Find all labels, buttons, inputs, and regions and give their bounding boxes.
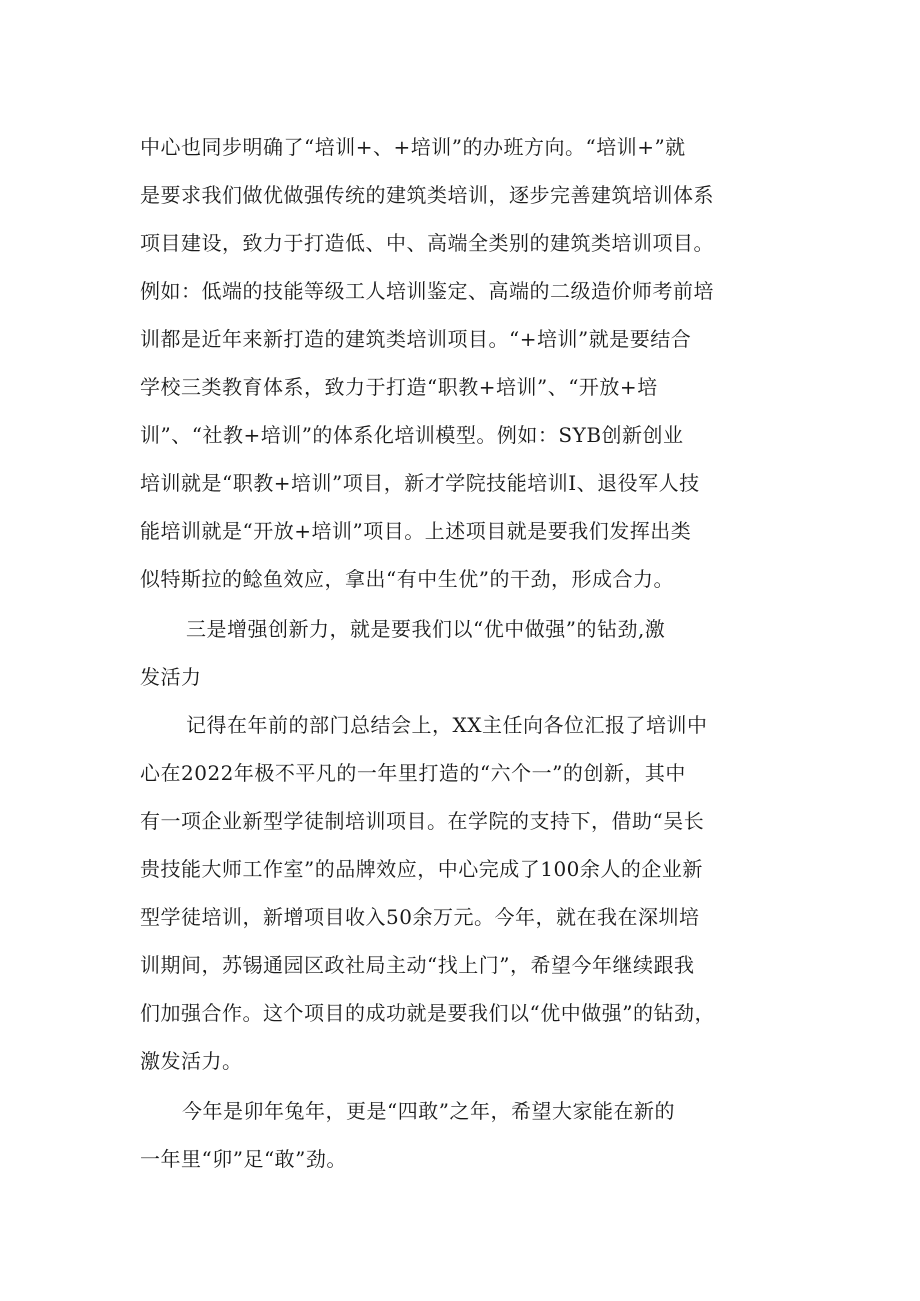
text-line: 记得在年前的部门总结会上，XX主任向各位汇报了培训中 <box>186 713 708 737</box>
text-line: 例如：低端的技能等级工人培训鉴定、高端的二级造价师考前培 <box>140 279 714 303</box>
text-line: 心在2022年极不平凡的一年里打造的“六个一”的创新，其中 <box>140 761 686 785</box>
text-line: 似特斯拉的鲶鱼效应，拿出“有中生优”的干劲，形成合力。 <box>140 567 674 591</box>
section-heading-line: 发活力 <box>140 665 202 689</box>
text-line: 训”、“社教+培训”的体系化培训模型。例如：SYB创新创业 <box>140 423 684 447</box>
text-line: 贵技能大师工作室”的品牌效应，中心完成了100余人的企业新 <box>140 857 703 881</box>
text-line: 是要求我们做优做强传统的建筑类培训，逐步完善建筑培训体系 <box>140 183 714 207</box>
text-line: 训期间，苏锡通园区政社局主动“找上门”，希望今年继续跟我 <box>140 953 695 977</box>
text-line: 有一项企业新型学徒制培训项目。在学院的支持下，借助“吴长 <box>140 809 705 833</box>
text-line: 激发活力。 <box>140 1049 243 1073</box>
text-line: 今年是卯年兔年，更是“四敢”之年，希望大家能在新的 <box>182 1099 675 1123</box>
text-line: 们加强合作。这个项目的成功就是要我们以“优中做强”的钻劲， <box>140 1001 715 1025</box>
text-line: 能培训就是“开放+培训”项目。上述项目就是要我们发挥出类 <box>140 519 692 543</box>
text-line: 学校三类教育体系，致力于打造“职教+培训”、“开放+培 <box>140 375 658 399</box>
text-line: 一年里“卯”足“敢”劲。 <box>140 1147 347 1171</box>
text-line: 项目建设，致力于打造低、中、高端全类别的建筑类培训项目。 <box>140 231 714 255</box>
text-line: 培训就是“职教+培训”项目，新才学院技能培训I、退役军人技 <box>140 471 700 495</box>
text-line: 训都是近年来新打造的建筑类培训项目。“+培训”就是要结合 <box>140 327 692 351</box>
section-heading-line: 三是增强创新力，就是要我们以“优中做强”的钻劲,激 <box>186 617 666 641</box>
text-line: 中心也同步明确了“培训+、+培训”的办班方向。“培训+”就 <box>140 135 686 159</box>
text-line: 型学徒培训，新增项目收入50余万元。今年，就在我在深圳培 <box>140 905 700 929</box>
